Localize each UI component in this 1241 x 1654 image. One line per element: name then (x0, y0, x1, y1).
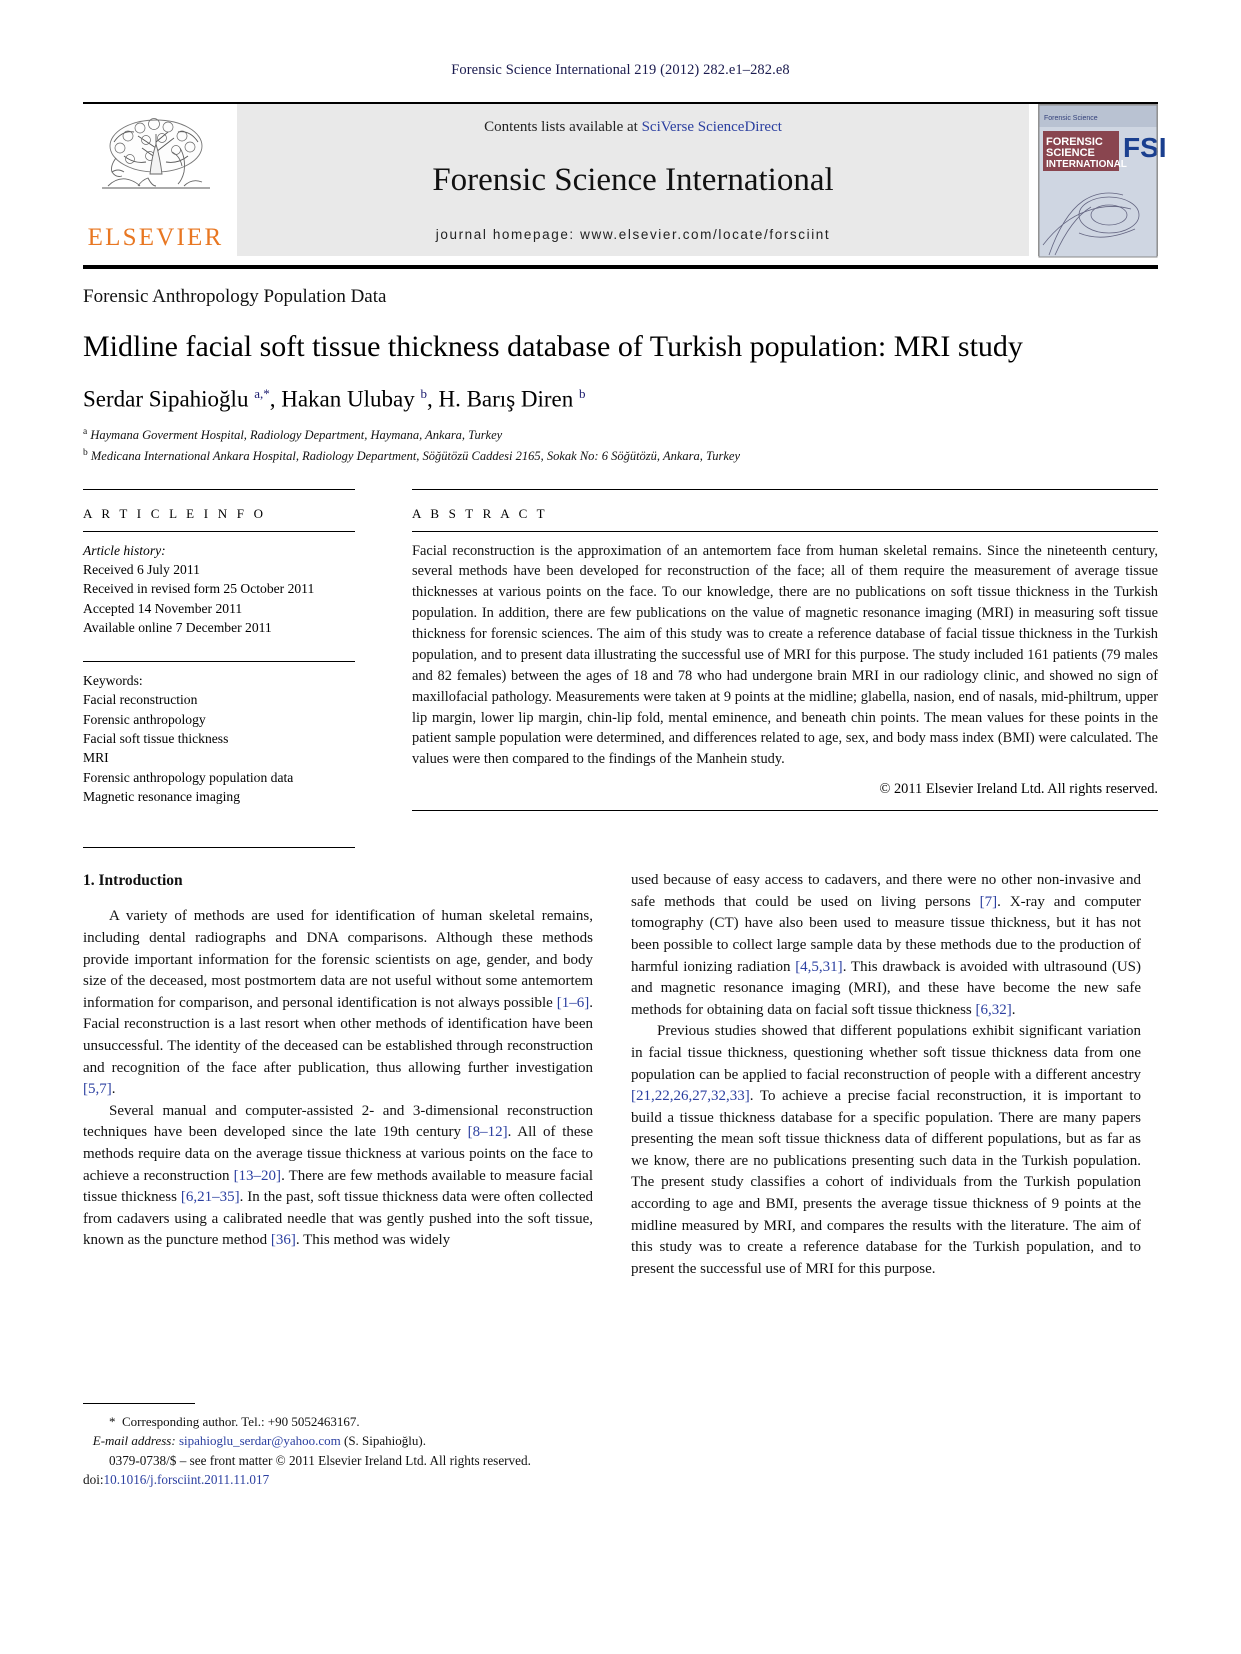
front-matter-text: 0379-0738/$ – see front matter © 2011 Elsevier Ireland Ltd. All rights reserved. (109, 1452, 531, 1468)
footnote-region (83, 1403, 593, 1491)
corresponding-text: Corresponding author. Tel.: +90 5052463167. (122, 1413, 360, 1429)
svg-text:FORENSIC: FORENSIC (1046, 136, 1103, 148)
abstract-bottom-rule (412, 810, 1158, 811)
keyword-item: MRI (83, 750, 109, 766)
affiliation-marker: b (83, 448, 88, 459)
abstract-heading: A B S T R A C T (412, 505, 548, 521)
body-column-right (631, 870, 1141, 1490)
intro-paragraph-2: Several manual and computer-assisted 2- and 3-dimensional reconstruction techniques have been developed since the late 19th century [8–12]. All of these methods require data on the average tissue thickness at various points on the face to achieve a reconstruction [13–20]. There are few methods available to measure facial tissue thickness [6,21–35]. In the past, soft tissue thickness data were often collected from cadavers using a calibrated needle that was gently pushed into the soft tissue, known as the puncture method [36]. This method was widely (83, 1102, 594, 1249)
citation-ref[interactable]: [6,21–35] (180, 1189, 240, 1206)
history-item: Received 6 July 2011 (83, 561, 200, 577)
corresponding-marker: * (109, 1413, 116, 1429)
doi-label: doi: (83, 1472, 104, 1488)
section-heading-introduction: 1. Introduction (83, 872, 183, 890)
svg-text:SCIENCE: SCIENCE (1046, 147, 1095, 159)
contents-prefix: Contents lists available at (484, 119, 642, 135)
abstract-text: Facial reconstruction is the approximation of an antemortem face from human skeletal remains. Since the nineteenth century, several methods have been developed for reconstruction of the face; all of them require the measurement of average tissue thicknesses at various points on the face. To our knowledge, there are no publications on soft tissue thickness in the Turkish population. In addition, there are few publications on the value of magnetic resonance imaging (MRI) in measuring soft tissue thickness for forensic sciences. The aim of this study was to create a reference database of facial tissue thickness in the Turkish population, and to present data illustrating the successful use of MRI for this purpose. The study included 161 patients (79 males and 82 females) between the ages of 18 and 78 who had undergone brain MRI in our radiology clinic, and showed no sign of maxillofacial pathology. Measurements were taken at 9 points at the midline; glabella, nasion, end of nasals, mid-philtrum, upper lip margin, lower lip margin, chin-lip fold, mental eminence, and beneath chin points. The mean values for these points in the patient sample population were determined, and differences related to age, sex, and body mass index (BMI) were calculated. The values were then compared to the findings of the Manhein study. (412, 542, 1158, 768)
keyword-item: Forensic anthropology (83, 711, 206, 727)
masthead-bottom-rule (83, 265, 1158, 269)
author-list: Serdar Sipahioğlu $^{a,*}$, Hakan Ulubay $^b$, H. Barış Diren $^b$ (83, 386, 586, 413)
author-affil-marker: b (579, 386, 586, 402)
history-item: Available online 7 December 2011 (83, 619, 272, 635)
affiliation-a (83, 426, 1158, 444)
history-item: Accepted 14 November 2011 (83, 600, 243, 616)
abstract-copyright: © 2011 Elsevier Ireland Ltd. All rights reserved. (879, 781, 1158, 798)
elsevier-wordmark: ELSEVIER (87, 224, 224, 251)
article-info-column (83, 489, 355, 849)
journal-title: Forensic Science International (432, 162, 834, 198)
intro-paragraph-1: A variety of methods are used for identification of human skeletal remains, including dental radiographs and DNA comparisons. Although these methods provide important information for the forensic scientists on age, gender, and body size of the deceased, most postmortem data are not useful without some antemortem information for comparison, and personal identification is not always possible [1–6]. Facial reconstruction is a last resort when other methods of identification have been unsuccessful. The identity of the deceased can be established through reconstruction and recognition of the face after publication, thus allowing further investigation [5,7]. (83, 908, 593, 1098)
article-body (83, 870, 1158, 1490)
journal-homepage-link[interactable]: journal homepage: www.elsevier.com/locate/forsciint (435, 227, 831, 242)
body-column-left (83, 870, 593, 1490)
svg-text:Forensic Science: Forensic Science (1044, 115, 1098, 122)
citation-ref[interactable]: [36] (270, 1232, 296, 1249)
citation-ref[interactable]: [5,7] (83, 1081, 112, 1098)
author-affil-marker: b (420, 386, 427, 402)
affiliation-marker: a (83, 427, 88, 438)
corresponding-author-note (83, 1412, 593, 1451)
email-link[interactable]: sipahioglu_serdar@yahoo.com (178, 1433, 341, 1449)
keyword-item: Magnetic resonance imaging (83, 788, 241, 804)
email-label: E-mail address: (92, 1433, 176, 1449)
citation-ref[interactable]: [6,32] (975, 1001, 1012, 1018)
keyword-item: Facial reconstruction (83, 692, 198, 708)
article-info-heading: A R T I C L E I N F O (83, 505, 267, 521)
abstract-column (412, 489, 1158, 849)
article-history-label: Article history: (83, 542, 166, 558)
citation-ref[interactable]: [13–20] (233, 1167, 282, 1184)
keyword-item: Forensic anthropology population data (83, 769, 294, 785)
email-suffix: (S. Sipahioğlu). (343, 1433, 426, 1449)
history-item: Received in revised form 25 October 2011 (83, 581, 315, 597)
doi-link[interactable]: 10.1016/j.forsciint.2011.11.017 (103, 1472, 270, 1488)
elsevier-tree-icon (94, 112, 218, 222)
affiliation-text: Medicana International Ankara Hospital, Radiology Department, Söğütözü Caddesi 2165, Sokak No: 6 Söğütözü, Ankara, Turkey (90, 449, 741, 464)
keywords-label: Keywords: (83, 673, 143, 689)
sciencedirect-link[interactable]: SciVerse ScienceDirect (641, 119, 782, 135)
citation-ref[interactable]: [1–6] (556, 994, 590, 1011)
affiliation-text: Haymana Goverment Hospital, Radiology Department, Haymana, Ankara, Turkey (90, 428, 503, 443)
author-affil-marker: a,* (254, 386, 270, 402)
info-abstract-region (83, 489, 1158, 849)
elsevier-logo (83, 104, 228, 256)
article-history-block (83, 532, 355, 637)
front-matter-note (83, 1451, 593, 1491)
citation-ref[interactable]: [21,22,26,27,32,33] (631, 1088, 750, 1105)
citation-ref[interactable]: [7] (979, 893, 998, 910)
keywords-block (83, 662, 355, 806)
svg-text:INTERNATIONAL: INTERNATIONAL (1046, 159, 1127, 170)
citation-ref[interactable]: [8–12] (467, 1124, 508, 1141)
citation-ref[interactable]: [4,5,31] (795, 958, 843, 975)
journal-cover-thumbnail (1038, 104, 1167, 256)
journal-band (237, 104, 1029, 256)
contents-available-line (484, 119, 782, 136)
article-title: Midline facial soft tissue thickness database of Turkish population: MRI study (83, 330, 1023, 363)
journal-cover-image (1039, 105, 1167, 257)
intro-paragraph-4: Previous studies showed that different populations exhibit significant variation in facial tissue thickness, questioning whether soft tissue thickness data from one population can be applied to facial reconstruction of people with a different ancestry [21,22,26,27,32,33]. To achieve a precise facial reconstruction, it is important to build a tissue thickness database for a specific population. There are many papers presenting the mean soft tissue thickness data of different populations, but as far as we know, there are no publications presenting such data in the Turkish population. The present study classifies a cohort of individuals from the Turkish population according to age and BMI, presents the average tissue thickness of 9 points at the midline measured by MRI, and compares the results with the literature. The aim of this study was to create a reference database for the Turkish population, and to present the successful use of MRI for this purpose. (631, 1023, 1141, 1277)
journal-masthead (83, 102, 1167, 256)
keyword-item: Facial soft tissue thickness (83, 730, 229, 746)
info-bottom-rule (83, 847, 355, 848)
running-head: Forensic Science International 219 (2012) 282.e1–282.e8 (451, 62, 790, 78)
affiliation-b (83, 447, 1158, 465)
intro-paragraph-3: used because of easy access to cadavers, and there were no other non-invasive and safe methods that could be used on living persons [7]. X-ray and computer tomography (CT) have also been used to measure tissue thickness, but it has not been possible to collect large sample data by these methods due to the production of harmful ionizing radiation [4,5,31]. This drawback is avoided with ultrasound (US) and magnetic resonance imaging (MRI), and these have become the new safe methods for obtaining data on facial soft tissue thickness [6,32]. (631, 872, 1141, 1018)
svg-text:FSI: FSI (1123, 132, 1167, 163)
footnote-rule (83, 1403, 195, 1404)
article-section-kicker: Forensic Anthropology Population Data (83, 286, 387, 307)
